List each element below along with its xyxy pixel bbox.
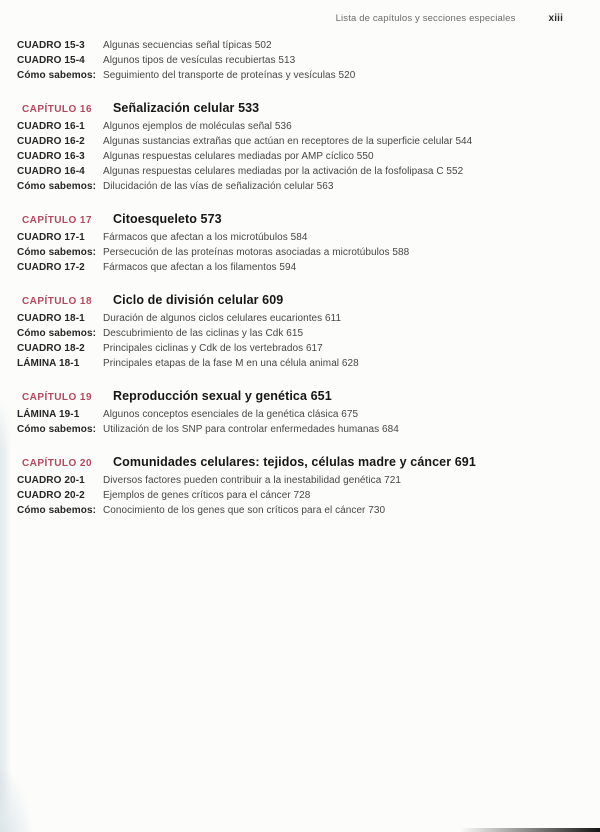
entry-text: Algunas secuencias señal típicas 502 (103, 40, 272, 51)
entry-label: Cómo sabemos: (17, 70, 97, 81)
scan-shadow-left-edge (0, 400, 12, 820)
entry-text: Conocimiento de los genes que son críticos para el cáncer 730 (103, 505, 386, 516)
chapter-section-18 (17, 291, 582, 371)
entry-text: Algunas sustancias extrañas que actúan en receptores de la superficie celular 544 (103, 136, 473, 147)
entry-label: CUADRO 17-2 (17, 262, 85, 273)
chapter-label: CAPÍTULO 18 (22, 296, 92, 307)
chapter-section-19 (17, 387, 582, 437)
toc-entry (17, 53, 582, 68)
chapter-section-16 (17, 99, 582, 194)
page-number: xiii (548, 13, 563, 24)
toc-entry (17, 149, 582, 164)
chapter-label: CAPÍTULO 16 (22, 104, 92, 115)
chapter-title: Reproducción sexual y genética 651 (113, 389, 332, 403)
entry-label: Cómo sabemos: (17, 247, 97, 258)
entry-label: CUADRO 16-1 (17, 121, 85, 132)
chapter-label: CAPÍTULO 17 (22, 215, 92, 226)
chapter-heading (17, 387, 582, 407)
toc-entry (17, 164, 582, 179)
toc-entry (17, 245, 582, 260)
entry-label: CUADRO 16-2 (17, 136, 85, 147)
toc-entry (17, 341, 582, 356)
toc-entry (17, 38, 582, 53)
toc-entry (17, 260, 582, 275)
chapter-label: CAPÍTULO 19 (22, 392, 92, 403)
chapter-title: Señalización celular 533 (113, 101, 260, 115)
toc-entry (17, 326, 582, 341)
toc-entry (17, 179, 582, 194)
entry-label: Cómo sabemos: (17, 505, 97, 516)
entry-text: Fármacos que afectan a los filamentos 594 (103, 262, 297, 273)
chapter-heading (17, 210, 582, 230)
toc-entry (17, 134, 582, 149)
toc-entry (17, 422, 582, 437)
entry-label: CUADRO 18-1 (17, 313, 85, 324)
toc-entry (17, 488, 582, 503)
entry-label: CUADRO 18-2 (17, 343, 85, 354)
entry-text: Diversos factores pueden contribuir a la inestabilidad genética 721 (103, 475, 401, 486)
entry-text: Seguimiento del transporte de proteínas y vesículas 520 (103, 70, 356, 81)
entry-label: LÁMINA 19-1 (17, 409, 80, 420)
toc-entry (17, 230, 582, 245)
entry-text: Algunos conceptos esenciales de la genética clásica 675 (103, 409, 359, 420)
chapter-label: CAPÍTULO 20 (22, 458, 92, 469)
chapter-title: Citoesqueleto 573 (113, 212, 222, 226)
toc-entry (17, 119, 582, 134)
entry-label: CUADRO 17-1 (17, 232, 85, 243)
entry-text: Algunas respuestas celulares mediadas por AMP cíclico 550 (103, 151, 374, 162)
entry-text: Duración de algunos ciclos celulares eucariontes 611 (103, 313, 342, 324)
chapter-title: Comunidades celulares: tejidos, células madre y cáncer 691 (113, 455, 476, 469)
toc-entry (17, 68, 582, 83)
toc-entry (17, 503, 582, 518)
entry-text: Algunas respuestas celulares mediadas por la activación de la fosfolipasa C 552 (103, 166, 464, 177)
chapter-heading (17, 453, 582, 473)
entry-label: LÁMINA 18-1 (17, 358, 80, 369)
entry-text: Principales etapas de la fase M en una célula animal 628 (103, 358, 359, 369)
toc-list (17, 38, 582, 518)
toc-entry (17, 407, 582, 422)
chapter-section-20 (17, 453, 582, 518)
entry-text: Persecución de las proteínas motoras asociadas a microtúbulos 588 (103, 247, 410, 258)
scan-smudge-bottom-left (0, 762, 34, 832)
entry-text: Principales ciclinas y Cdk de los vertebrados 617 (103, 343, 323, 354)
chapter-section-15-continued (17, 38, 582, 83)
entry-text: Fármacos que afectan a los microtúbulos 584 (103, 232, 308, 243)
page-header (336, 13, 563, 24)
chapter-title: Ciclo de división celular 609 (113, 293, 284, 307)
entry-text: Ejemplos de genes críticos para el cáncer 728 (103, 490, 311, 501)
running-head: Lista de capítulos y secciones especiales (335, 13, 516, 24)
chapter-section-17 (17, 210, 582, 275)
entry-label: Cómo sabemos: (17, 328, 97, 339)
entry-label: Cómo sabemos: (17, 424, 97, 435)
entry-label: CUADRO 16-3 (17, 151, 85, 162)
entry-text: Algunos ejemplos de moléculas señal 536 (103, 121, 292, 132)
scan-bar-bottom-right (460, 828, 600, 832)
entry-label: CUADRO 20-1 (17, 475, 85, 486)
entry-text: Utilización de los SNP para controlar enfermedades humanas 684 (103, 424, 399, 435)
chapter-heading (17, 291, 582, 311)
toc-entry (17, 311, 582, 326)
entry-label: CUADRO 15-3 (17, 40, 85, 51)
toc-entry (17, 473, 582, 488)
entry-label: CUADRO 20-2 (17, 490, 85, 501)
entry-label: CUADRO 16-4 (17, 166, 85, 177)
entry-text: Descubrimiento de las ciclinas y las Cdk 615 (103, 328, 304, 339)
entry-text: Algunos tipos de vesículas recubiertas 513 (103, 55, 296, 66)
entry-text: Dilucidación de las vías de señalización celular 563 (103, 181, 334, 192)
entry-label: CUADRO 15-4 (17, 55, 85, 66)
chapter-heading (17, 99, 582, 119)
toc-entry (17, 356, 582, 371)
entry-label: Cómo sabemos: (17, 181, 97, 192)
